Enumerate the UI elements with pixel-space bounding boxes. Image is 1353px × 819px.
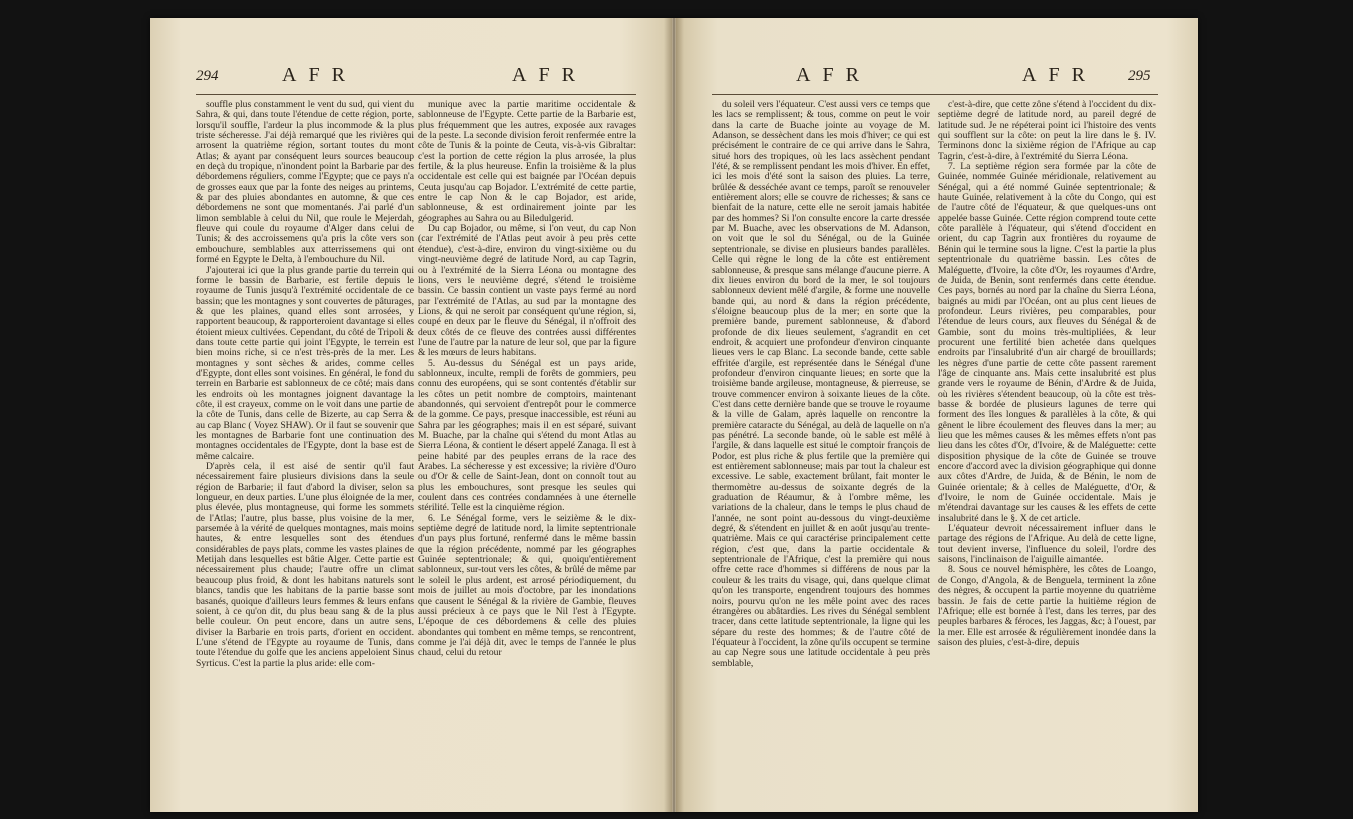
paragraph: D'après cela, il est aisé de sentir qu'il faut nécessairement faire plusieurs divisions dans la seule région de Barbarie; il faut d'abord la diviser, selon sa longueur, en deux parties. L'une plus éloignée de la mer, plus élevée, plus montagneuse, qui forme les sommets de l'Atlas; l'autre, plus basse, plus voisine de la mer, parsemée à la vérité de quelques montagnes, mais moins hautes, & entre lesquelles sont des étendues considérables de pays plats, comme les vastes plaines de Metijah dans lesquelles est bâtie Alger. Cette partie est nécessairement plus chaude; l'autre offre un climat beaucoup plus froid, & dont les habitans naturels sont blancs, tandis que les habitans de la partie basse sont basanés, quoique d'ailleurs leurs femmes & leurs enfans soient, à ce qu'on dit, du plus beau sang & de la plus belle couleur. On peut encore, dans un autre sens, diviser la Barbarie en trois parts, d'orient en occident. L'une s'étend de l'Egypte au royaume de Tunis, dans toute l'étendue du golfe que les anciens appeloient Sinus Syrticus. C'est la partie la plus aride: elle com- xyxy=(196,461,414,669)
paragraph: Du cap Bojador, ou même, si l'on veut, du cap Non (car l'extrémité de l'Atlas peut avoir à peu près cette étendue), c'est-à-dire, environ du vingt-sixième ou du vingt-neuvième degré de latitude Nord, au cap Tagrin, ou à l'extrémité de la Sierra Léona ou montagne des lions, vers le neuvième degré, s'étend le troisième bassin. Ce bassin contient un vaste pays fermé au nord par l'extrémité de l'Atlas, au sud par la montagne des Lions, & qui ne seroit par conséquent qu'une région, si, coupé en deux par le fleuve du Sénégal, il n'offroit des deux côtés de ce fleuve des contrées aussi différentes l'une de l'autre par la nature de leur sol, que par la figure & les mœurs de leurs habitans. xyxy=(418,223,636,359)
paragraph: 5. Au-dessus du Sénégal est un pays aride, sablonneux, inculte, rempli de forêts de gommiers, peu connu des européens, qui se sont contentés d'établir sur les côtes un petit nombre de comptoirs, maintenant abandonnés, qui servoient d'entrepôt pour le commerce de la gomme. Ce pays, presque inaccessible, est réuni au Sahra par les géographes; mais il en est séparé, suivant M. Buache, par la chaîne qui s'étend du mont Atlas au Sierra Léona, & contient le désert appelé Zanaga. Il est à peine habité par des peuples errans de la race des Arabes. La sécheresse y est excessive; la rivière d'Ouro ou d'Or & celle de Saint-Jean, dont on connoît tout au plus les embouchures, sont presque les seules qui coulent dans ces contrées condamnées à une éternelle stérilité. Telle est la cinquième région. xyxy=(418,357,636,514)
paragraph: 7. La septième région sera formée par la côte de Guinée, nommée Guinée méridionale, relativement au Sénégal, qui a été nommé Guinée septentrionale; & haute Guinée, relativement à la côte du Congo, qui est de l'autre côté de l'équateur, & que quelques-uns ont appelée basse Guinée. Cette région comprend toute cette côte parallèle à l'équateur, qui s'étend d'occident en orient, du cap Tagrin aux frontières du royaume de Bénin qui le termine sous la ligne. C'est la partie la plus septentrionale du quatrième bassin. Les côtes de Maléguette, d'Ivoire, la côte d'Or, les royaumes d'Ardre, de Juida, de Benin, sont renfermés dans cette étendue. Ces pays, bornés au nord par la chaîne du Sierra Léona, baignés au midi par l'Océan, ont au plus cent lieues de profondeur. Leurs rivières, peu comparables, pour l'étendue de leurs cours, aux fleuves du Sénégal & de Gambie, sont du moins très-multipliées, & leur procurent une fertilité bien achetée dans quelques endroits par l'insalubrité d'un air chargé de brouillards; les nègres d'une partie de cette côte passent rarement l'âge de cinquante ans. Mais cette insalubrité est plus grande vers le royaume de Bénin, d'Ardre & de Juida, où les rivières s'étendent beaucoup, où la côte est très-basse & bordée de plusieurs lagunes de terre qui forment des îles longues & parallèles à la côte, & qui gênent le libre écoulement des fleuves dans la mer; au lieu que les mêmes causes & les mêmes effets n'ont pas lieu dans les côtes d'Or, d'Ivoire, & de Maléguette: cette disposition physique de la côte de Guinée se trouve encore d'accord avec la division géographique qui donne aux côtes d'Ardre, de Juida, & de Bénin, le nom de Guinée orientale; & à celles de Maléguette, d'Or, & d'Ivoire, le nom de Guinée occidentale. Mais je m'étendrai davantage sur les causes & les effets de cette insalubrité dans le §. X de cet article. xyxy=(938,161,1156,524)
paragraph: souffle plus constamment le vent du sud, qui vient du Sahra, & qui, dans toute l'étendue de cette région, porte, lorsqu'il souffle, l'ardeur la plus incommode & la plus triste sécheresse. J'ai déjà remarqué que les rivières qui arrosent la quatrième région, sortant toutes du mont Atlas; & ayant par conséquent leurs sources beaucoup en deçà du tropique, n'inondent point la Barbarie par des débordemens réguliers, comme l'Egypte; que ce pays n'a de grosses eaux que par la fonte des neiges au printems, & par des pluies abondantes en automne, & que ces débordemens ne sont que momentanés. J'ai parlé d'un limon semblable à celui du Nil, que roule le Mejerdah, fleuve qui coule du royaume d'Alger dans celui de Tunis; & des accroissemens qu'a pris la côte vers son embouchure, semblables aux atterrissemens qui ont formé en Egypte le Delta, à l'embouchure du Nil. xyxy=(196,100,414,266)
left-header-rule xyxy=(196,94,636,95)
paragraph: 6. Le Sénégal forme, vers le seizième & le dix-septième degré de latitude nord, la limite septentrionale d'un pays plus fortuné, renfermé dans le même bassin que la région précédente, nommé par les géographes Guinée septentrionale; & qui, quoiqu'entièrement sablonneux, sur-tout vers les côtes, & brûlé de même par le soleil le plus ardent, est arrosé périodiquement, du mois de juillet au mois d'octobre, par les inondations que causent le Sénégal & la rivière de Gambie, fleuves aussi précieux à ce pays que le Nil l'est à l'Egypte. L'époque de ces débordemens & celle des pluies abondantes qui tombent en même temps, se rencontrent, comme je l'ai déjà dit, avec le temps de l'année le plus chaud, celui du retour xyxy=(418,512,636,659)
left-running-head-2: AFR xyxy=(512,64,587,86)
paragraph: du soleil vers l'équateur. C'est aussi vers ce temps que les lacs se remplissent; & tous, comme on peut le voir dans la carte de Buache jointe au voyage de M. Adanson, se dessèchent dans les mois d'hiver; ce qui est précisément le contraire de ce qui arrive dans le Sahra, situé hors des tropiques, où les lacs assèchent pendant l'été, & se remplissent pendant les mois d'hiver. En effet, ici les mois d'été sont la saison des pluies. La terre, brûlée & desséchée avant ce temps, paroît se renouveler entièrement alors; elle se couvre de richesses; & sans ce bienfait de la nature, cette elle ne seroit jamais habitée par des hommes? Si l'on consulte encore la carte dressée par M. Buache, avec les observations de M. Adanson, on voit que le sol du Sénégal, ou de la Guinée septentrionale, se divise en plusieurs bandes parallèles. Celle qui règne le long de la côte est entièrement sablonneuse, & presque sans mélange d'aucune pierre. A dix lieues environ du bord de la mer, le sol toujours sablonneux devient mêlé d'argile, & forme une nouvelle bande qui, au nord & dans la région précédente, s'éloigne beaucoup plus de la mer; en sorte que la première bande, purement sablonneuse, & d'abord profonde de dix lieues seulement, s'agrandit en cet endroit, & acquiert une profondeur d'environ cinquante lieues vers le cap Blanc. La seconde bande, cette sable effritée d'argile, est représentée dans le Sénégal d'une profondeur d'environ cinquante lieues; en sorte que la troisième bande argileuse, montagneuse, & pierreuse, se trouve commencer environ à soixante lieues de la côte. C'est dans cette dernière bande que se trouve le royaume & la ville de Galam, après laquelle on rencontre la première cataracte du Sénégal, au delà de laquelle on n'a pas pénétré. La seconde bande, où le sable est mêlé à l'argile, & dans laquelle est situé le comptoir françois de Podor, est plus riche & plus fertile que la première qui est entièrement sablonneuse; mais par tout la chaleur est excessive. Le sable, exactement brûlant, fait monter le thermomètre au-dessus de soixante degrés de la graduation de Réaumur, & à l'ombre même, les variations de la chaleur, dans le temps le plus chaud de l'année, ne sont point au-dessous du vingt-deuxième degré, & s'étendent en juillet & en août jusqu'au trente-quatrième. Mais ce qui caractérise principalement cette région, c'est que, dans la partie occidentale & septentrionale de l'Afrique, c'est la première qui nous offre cette race d'hommes si différens de nous par la couleur & les traits du visage, qui, dans quelque climat qu'on les transporte, engendrent toujours des hommes noirs, pourvu qu'on ne les mêle point avec des races étrangères ou abâtardies. Les rives du Sénégal semblent tracer, dans cette latitude septentrionale, la ligne qui les sépare du reste des hommes; & de l'autre côté de l'équateur à l'occident, la zône qu'ils occupent se termine au cap Negre sous une latitude occidentale à peu près semblable, xyxy=(712,100,930,669)
left-column-2 xyxy=(418,100,636,800)
book-spread xyxy=(150,18,1198,812)
right-page-header xyxy=(676,58,1198,88)
right-page xyxy=(676,18,1198,812)
right-header-rule xyxy=(712,94,1158,95)
right-page-number: 295 xyxy=(1128,68,1151,84)
right-column-1 xyxy=(712,100,930,800)
book-gutter xyxy=(664,18,684,812)
paragraph: 8. Sous ce nouvel hémisphère, les côtes de Loango, de Congo, d'Angola, & de Benguela, terminent la zône des nègres, & occupent la partie moyenne du quatrième bassin. Je fais de cette partie la huitième région de l'Afrique; elle est bornée à l'est, dans les terres, par des peuples barbares & féroces, les Jaggas, &c; à l'ouest, par la mer. Elle est arrosée & régulièrement inondée dans la saison des pluies, c'est-à-dire, depuis xyxy=(938,564,1156,648)
left-column-1 xyxy=(196,100,414,800)
left-running-head-1: AFR xyxy=(282,64,357,86)
right-running-head-2: AFR xyxy=(1022,64,1097,86)
left-page-number: 294 xyxy=(196,68,219,84)
paragraph: c'est-à-dire, que cette zône s'étend à l'occident du dix-septième degré de latitude nord, au pareil degré de latitude sud. Je ne répéterai point ici l'histoire des vents qui soufflent sur la côte: on peut la lire dans le §. IV. Terminons donc la sixième région de l'Afrique au cap Tagrin, c'est-à-dire, à l'extrémité du Sierra Léona. xyxy=(938,100,1156,162)
paragraph: J'ajouterai ici que la plus grande partie du terrein qui forme le bassin de Barbarie, est fertile depuis le royaume de Tunis jusqu'à l'extrémité occidentale de ce bassin; que les montagnes y sont couvertes de pâturages, & que les plaines, quand elles sont arrosées, y rapportent beaucoup, & rapporteroient davantage si elles étoient mieux cultivées. Cependant, du côté de Tripoli & dans toute cette partie qui joint l'Egypte, le terrein est bien moins riche, si ce n'est très-près de la mer. Les montagnes y sont sèches & arides, comme celles d'Egypte, dont elles sont voisines. En général, le fond du terrein en Barbarie est sablonneux de ce côté; mais dans les endroits où les montagnes joignent davantage la côte, il est crayeux, comme on le voit dans une partie de la côte de Tunis, dans celle de Bizerte, au cap Serra & au cap Blanc ( Voyez SHAW). Or il faut se souvenir que les montagnes de Barbarie font une continuation des montagnes occidentales de l'Egypte, dont la base est de même calcaire. xyxy=(196,264,414,462)
paragraph: L'équateur devroit nécessairement influer dans le partage des régions de l'Afrique. Au delà de cette ligne, tout devient inverse, l'influence du soleil, l'ordre des saisons, l'inclinaison de l'aiguille aimantée. xyxy=(938,523,1156,566)
left-page xyxy=(150,18,672,812)
paragraph: munique avec la partie maritime occidentale & sablonneuse de l'Egypte. Cette partie de la Barbarie est, plus fréquemment que les autres, exposée aux ravages de la peste. La seconde division feroit renfermée entre la côte de Tunis & la pointe de Ceuta, vis-à-vis Gibraltar: c'est la portion de cette région la plus arrosée, la plus fertile, & la plus heureuse. Enfin la troisième & la plus occidentale est celle qui est baignée par l'Océan depuis Ceuta jusqu'au cap Bojador. L'extrémité de cette partie, entre le cap Non & le cap Bojador, est aride, sablonneuse, & est ordinairement jointe par les géographes au Sahra ou au Biledulgerid. xyxy=(418,100,636,224)
right-column-2 xyxy=(938,100,1156,800)
left-page-header xyxy=(150,58,672,88)
right-running-head-1: AFR xyxy=(796,64,871,86)
